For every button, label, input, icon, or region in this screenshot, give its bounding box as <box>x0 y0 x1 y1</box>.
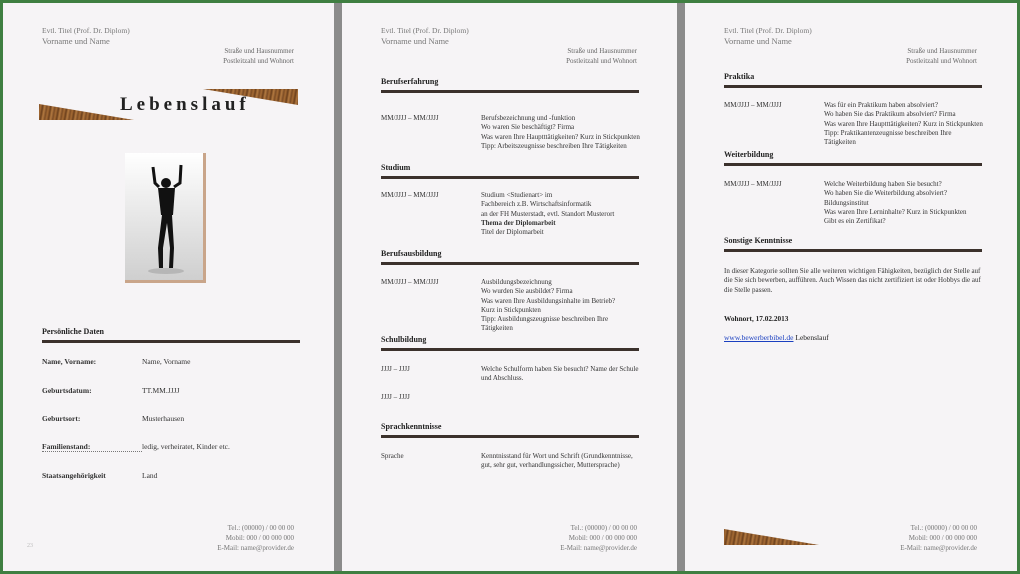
city: Postleitzahl und Wohnort <box>566 57 637 65</box>
field-label: Staatsangehörigkeit <box>42 471 106 480</box>
entry-line: an der FH Musterstadt, evtl. Standort Musterort <box>481 209 615 218</box>
entry-line: gut, sehr gut, verhandlungssicher, Muttersprache) <box>481 461 620 470</box>
date-range: MM/JJJJ – MM/JJJJ <box>381 191 439 199</box>
field-value: ledig, verheiratet, Kinder etc. <box>142 442 230 451</box>
full-name: Vorname und Name <box>381 36 449 46</box>
field-label: Name, Vorname: <box>42 357 97 366</box>
entry-line: Tipp: Arbeitszeugnisse beschreiben Ihre Tätigkeiten <box>481 141 627 150</box>
phone: Tel.: (00000) / 00 00 00 <box>910 524 977 532</box>
entry-line: Wo waren Sie beschäftigt? Firma <box>481 123 575 132</box>
entry-text <box>824 180 984 226</box>
page-divider <box>677 3 685 571</box>
entry-line: und Abschluss. <box>481 374 524 383</box>
entry-line: Kurz in Stickpunkten <box>481 305 541 314</box>
section-heading-study: Studium <box>381 163 639 179</box>
page-divider <box>334 3 342 571</box>
email: E-Mail: name@provider.de <box>900 544 977 552</box>
section-heading-internships: Praktika <box>724 72 982 88</box>
entry-line: Tipp: Ausbildungszeugnisse beschreiben Ihre Tätigkeiten <box>481 315 609 333</box>
date-range: MM/JJJJ – MM/JJJJ <box>381 278 439 286</box>
section-heading-personal: Persönliche Daten <box>42 327 300 343</box>
full-name: Vorname und Name <box>724 36 792 46</box>
entry-line: Was waren Ihre Lerninhalte? Kurz in Stickpunkten <box>824 207 967 216</box>
field-value: Musterhausen <box>142 414 185 423</box>
source-suffix: Lebenslauf <box>793 333 829 342</box>
mobile: Mobil: 000 / 00 000 000 <box>568 534 637 542</box>
entry-line: Gibt es ein Zertifikat? <box>824 217 886 226</box>
date-range: MM/JJJJ – MM/JJJJ <box>724 101 782 109</box>
section-heading-training: Weiterbildung <box>724 150 982 166</box>
entry-line: Bildungsinstitut <box>824 198 869 207</box>
entry-text <box>481 365 641 384</box>
document-title: Lebenslauf <box>120 94 250 115</box>
entry-line: Wo wurden Sie ausbildet? Firma <box>481 287 573 296</box>
city: Postleitzahl und Wohnort <box>906 57 977 65</box>
entry-line: Kenntnisstand für Wort und Schrift (Grundkenntnisse, <box>481 452 633 460</box>
section-heading-experience: Berufserfahrung <box>381 77 639 93</box>
mobile: Mobil: 000 / 00 000 000 <box>225 534 294 542</box>
academic-title: Evtl. Titel (Prof. Dr. Diplom) <box>724 26 812 35</box>
section-heading-other-skills: Sonstige Kenntnisse <box>724 236 982 252</box>
entry-line: Studium <Studienart> im <box>481 191 553 199</box>
other-skills-text: In dieser Kategorie sollten Sie alle weiteren wichtigen Fähigkeiten, bezüglich der Stelle auf die Sie sich bewerben, aufführen. Auch Wissen das nicht zertifiziert ist oder Hobbys die auf die Stelle passen. <box>724 267 981 294</box>
section-heading-school: Schulbildung <box>381 335 639 351</box>
academic-title: Evtl. Titel (Prof. Dr. Diplom) <box>42 26 130 35</box>
address-block <box>906 46 977 66</box>
entry-line: Was für ein Praktikum haben absolviert? <box>824 101 938 109</box>
date-range: JJJJ – JJJJ <box>381 393 410 401</box>
page-number: 23 <box>27 543 33 549</box>
source-line <box>724 333 829 342</box>
field-value: TT.MM.JJJJ <box>142 386 180 395</box>
entry-line: Welche Weiterbildung haben Sie besucht? <box>824 180 942 188</box>
wood-decor-bottom <box>724 529 819 545</box>
field-label: Geburtsort: <box>42 414 81 423</box>
academic-title: Evtl. Titel (Prof. Dr. Diplom) <box>381 26 469 35</box>
entry-text <box>481 191 641 237</box>
contact-footer <box>560 523 637 553</box>
entry-text <box>481 278 641 334</box>
cv-page-3 <box>685 3 1017 571</box>
portrait-photo <box>125 153 207 283</box>
language-label: Sprache <box>381 452 404 460</box>
place-and-date: Wohnort, 17.02.2013 <box>724 314 789 323</box>
header-meta <box>381 25 469 47</box>
contact-footer <box>217 523 294 553</box>
entry-text <box>481 452 641 471</box>
section-heading-languages: Sprachkenntnisse <box>381 422 639 438</box>
entry-line: Tipp: Praktikantenzeugnisse beschreiben Ihre Tätigkeiten <box>824 128 952 147</box>
date-range: JJJJ – JJJJ <box>381 365 410 373</box>
header-meta <box>42 25 130 47</box>
field-value: Name, Vorname <box>142 357 191 366</box>
phone: Tel.: (00000) / 00 00 00 <box>227 524 294 532</box>
field-value: Land <box>142 471 158 480</box>
entry-line: Welche Schulform haben Sie besucht? Name der Schule <box>481 365 639 373</box>
cv-page-1 <box>3 3 334 571</box>
field-label: Geburtsdatum: <box>42 386 92 395</box>
street: Straße und Hausnummer <box>224 47 294 55</box>
section-heading-apprenticeship: Berufsausbildung <box>381 249 639 265</box>
entry-text <box>481 114 641 151</box>
street: Straße und Hausnummer <box>567 47 637 55</box>
email: E-Mail: name@provider.de <box>217 544 294 552</box>
mobile: Mobil: 000 / 00 000 000 <box>908 534 977 542</box>
entry-line: Fachbereich z.B. Wirtschaftsinformatik <box>481 200 592 209</box>
entry-text <box>824 101 984 147</box>
source-link[interactable]: www.bewerberbibel.de <box>724 333 794 342</box>
address-block <box>566 46 637 66</box>
entry-line: Thema der Diplomarbeit <box>481 218 556 227</box>
entry-line: Wo haben Sie das Praktikum absolviert? Firma <box>824 110 956 119</box>
entry-line: Titel der Diplomarbeit <box>481 228 544 237</box>
field-label: Familienstand: <box>42 442 142 452</box>
entry-line: Was waren Ihre Ausbildungsinhalte im Betrieb? <box>481 296 616 305</box>
city: Postleitzahl und Wohnort <box>223 57 294 65</box>
entry-line: Ausbildungsbezeichnung <box>481 278 552 286</box>
full-name: Vorname und Name <box>42 36 110 46</box>
header-meta <box>724 25 812 47</box>
entry-line: Wo haben Sie die Weiterbildung absolviert? <box>824 189 947 198</box>
date-range: MM/JJJJ – MM/JJJJ <box>381 114 439 122</box>
cv-page-2 <box>342 3 677 571</box>
phone: Tel.: (00000) / 00 00 00 <box>570 524 637 532</box>
entry-line: Was waren Ihre Hauptttätigkeiten? Kurz in Stickpunkten <box>824 119 983 128</box>
email: E-Mail: name@provider.de <box>560 544 637 552</box>
date-range: MM/JJJJ – MM/JJJJ <box>724 180 782 188</box>
street: Straße und Hausnummer <box>907 47 977 55</box>
address-block <box>223 46 294 66</box>
entry-line: Berufsbezeichnung und -funktion <box>481 114 576 122</box>
contact-footer <box>900 523 977 553</box>
entry-line: Was waren Ihre Hauptttätigkeiten? Kurz in Stickpunkten <box>481 132 640 141</box>
